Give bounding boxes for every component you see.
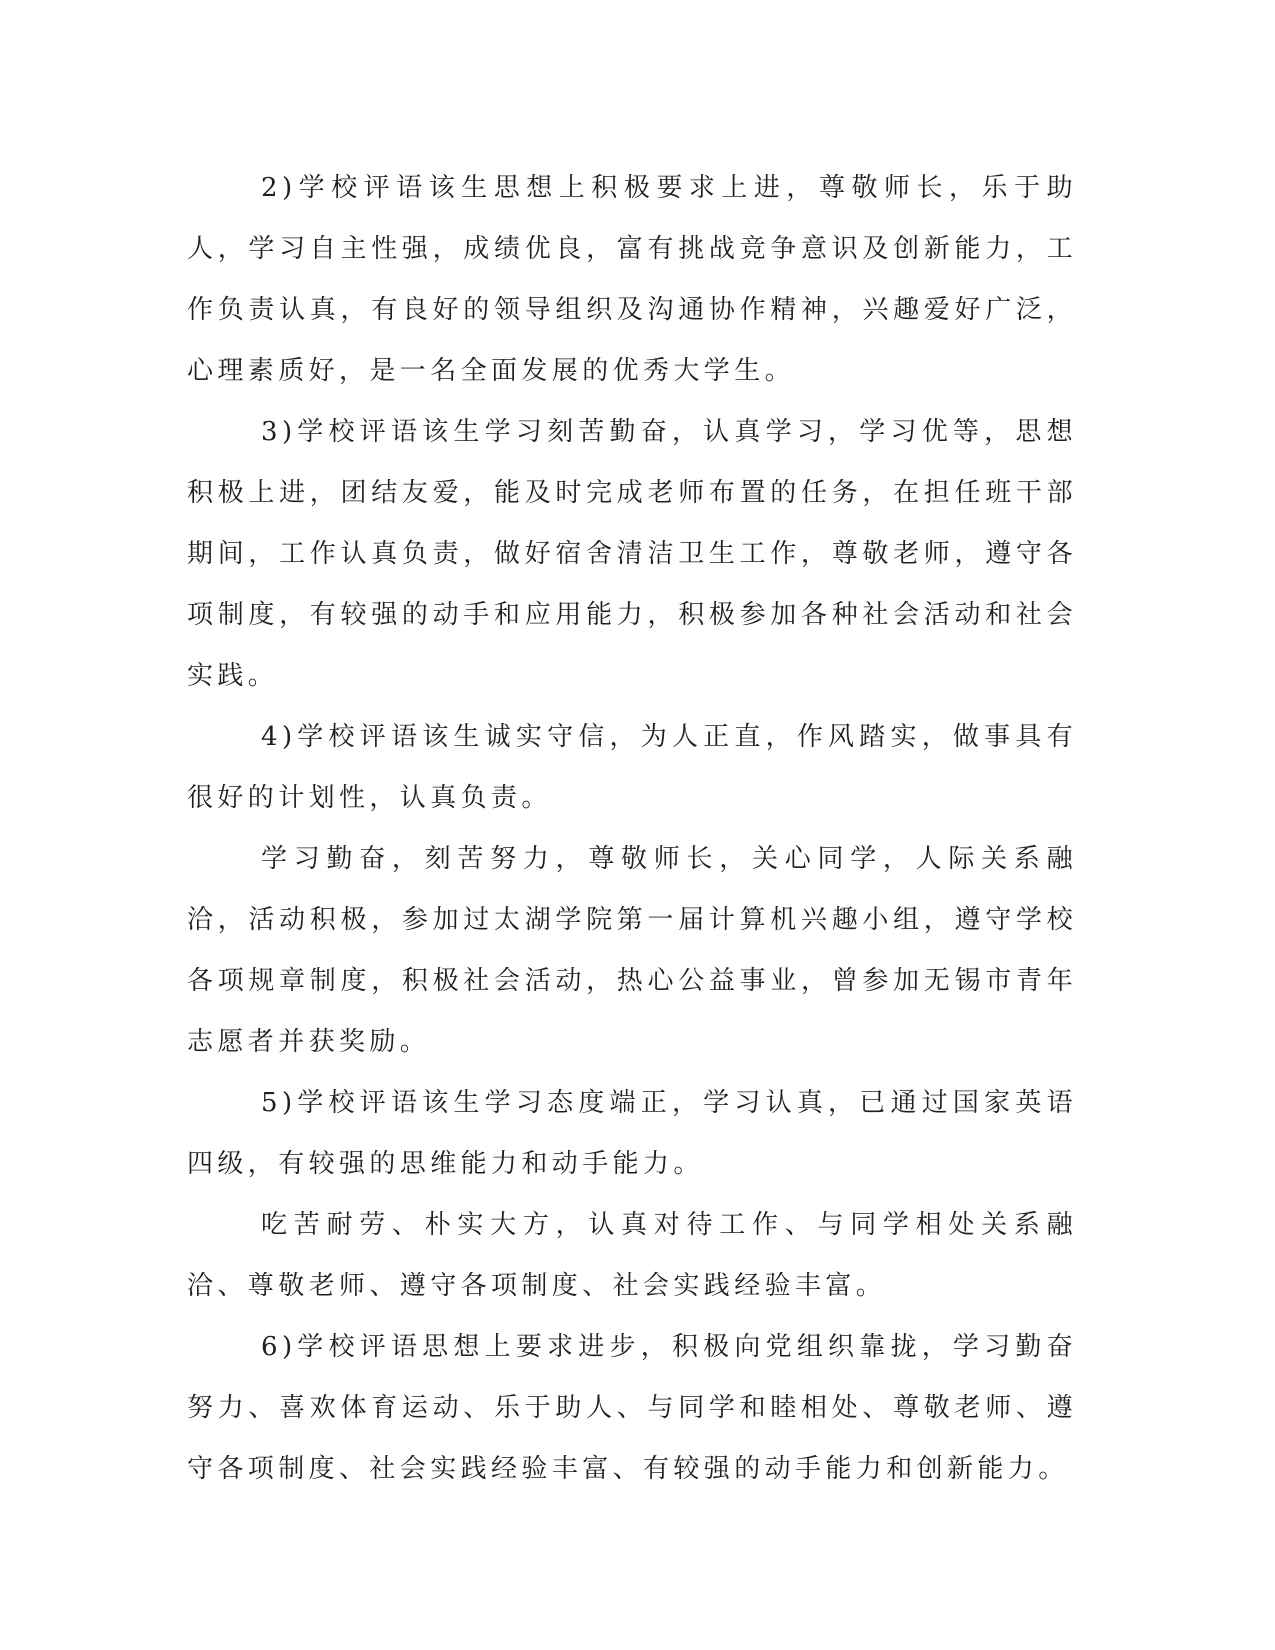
paragraph-comment-4-continued: 学习勤奋，刻苦努力，尊敬师长，关心同学，人际关系融洽，活动积极，参加过太湖学院第一届计算机兴趣小组，遵守学校各项规章制度，积极社会活动，热心公益事业，曾参加无锡市青年志愿者并获奖励。	[187, 844, 1077, 1057]
paragraph-comment-6: 6)学校评语思想上要求进步，积极向党组织靠拢，学习勤奋努力、喜欢体育运动、乐于助人、与同学和睦相处、尊敬老师、遵守各项制度、社会实践经验丰富、有较强的动手能力和创新能力。	[187, 1332, 1077, 1484]
paragraph-comment-3: 3)学校评语该生学习刻苦勤奋，认真学习，学习优等，思想积极上进，团结友爱，能及时完成老师布置的任务，在担任班干部期间，工作认真负责，做好宿舍清洁卫生工作，尊敬老师，遵守各项制度，有较强的动手和应用能力，积极参加各种社会活动和社会实践。	[187, 417, 1077, 691]
paragraph-comment-2: 2)学校评语该生思想上积极要求上进，尊敬师长，乐于助人，学习自主性强，成绩优良，富有挑战竞争意识及创新能力，工作负责认真，有良好的领导组织及沟通协作精神，兴趣爱好广泛，心理素质好，是一名全面发展的优秀大学生。	[187, 173, 1077, 386]
paragraph-comment-5: 5)学校评语该生学习态度端正，学习认真，已通过国家英语四级，有较强的思维能力和动手能力。	[187, 1088, 1077, 1179]
paragraph-comment-5-continued: 吃苦耐劳、朴实大方，认真对待工作、与同学相处关系融洽、尊敬老师、遵守各项制度、社会实践经验丰富。	[187, 1210, 1077, 1301]
paragraph-comment-4: 4)学校评语该生诚实守信，为人正直，作风踏实，做事具有很好的计划性，认真负责。	[187, 722, 1077, 813]
document-body	[187, 158, 1077, 1500]
